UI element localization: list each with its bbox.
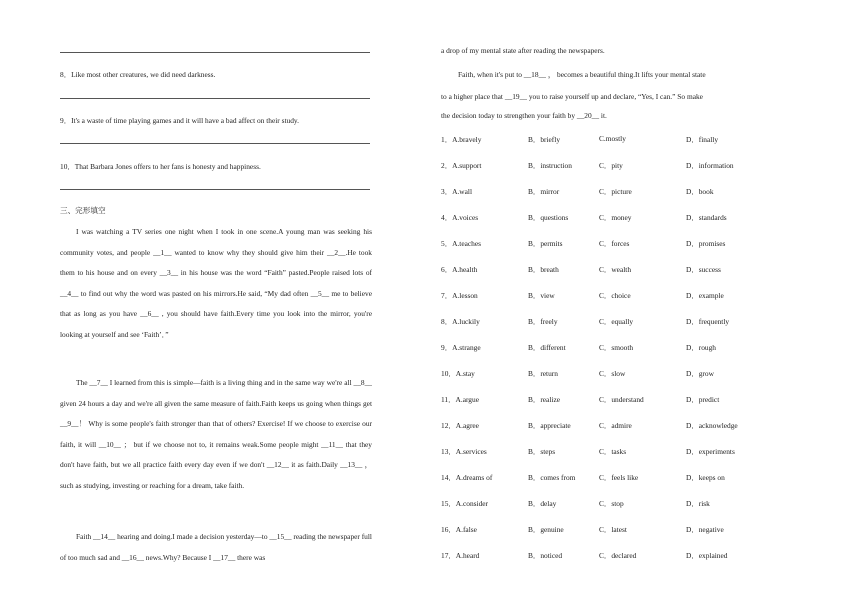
passage-line-3: to a higher place that __19__ you to raise yourself up and declare, “Yes, I can.” So make [441, 92, 703, 101]
option-3-A: 3．A.wall [441, 187, 472, 196]
option-17-D: D．explained [686, 551, 728, 560]
option-1-D: D．finally [686, 135, 719, 144]
answer-line-10 [60, 189, 370, 190]
option-14-B: B．comes from [528, 473, 576, 482]
cloze-paragraph-2: The __7__ I learned from this is simple—faith is a living thing and in the same way we're all __8__ given 24 hours a day and we're all given the same measure of faith.Faith keeps us going when things get __9__！ Why is some people's faith stronger than that of others? Exercise! If we choose to exercise our faith, it will __10__ ； but if we choose not to, it remains weak.Some people might __11__ that they don't have faith, but we all practice faith every day even if we don't __12__ it as faith.Daily __13__ ， such as studying, investing or reaching for a dream, take faith. [60, 378, 372, 490]
option-6-C: C．wealth [599, 265, 632, 274]
option-15-C: C．stop [599, 499, 624, 508]
option-7-D: D．example [686, 291, 724, 300]
option-8-B: B．freely [528, 317, 558, 326]
option-6-D: D．success [686, 265, 721, 274]
option-8-C: C．equally [599, 317, 634, 326]
option-3-B: B．mirror [528, 187, 560, 196]
option-3-D: D．book [686, 187, 714, 196]
option-8-A: 8．A.luckily [441, 317, 480, 326]
option-12-A: 12．A.agree [441, 421, 479, 430]
option-17-B: B．noticed [528, 551, 563, 560]
option-16-B: B．genuine [528, 525, 564, 534]
option-16-D: D．negative [686, 525, 724, 534]
option-5-C: C．forces [599, 239, 630, 248]
option-11-A: 11．A.argue [441, 395, 479, 404]
option-2-C: C．pity [599, 161, 623, 170]
option-4-A: 4．A.voices [441, 213, 479, 222]
sentence-9: 9．It's a waste of time playing games and it will have a bad affect on their study. [60, 116, 299, 125]
option-5-A: 5．A.teaches [441, 239, 482, 248]
option-12-D: D．acknowledge [686, 421, 738, 430]
option-11-D: D．predict [686, 395, 720, 404]
option-2-A: 2．A.support [441, 161, 482, 170]
option-6-B: B．breath [528, 265, 559, 274]
answer-line-7 [60, 52, 370, 53]
option-7-A: 7．A.lesson [441, 291, 478, 300]
option-12-C: C．admire [599, 421, 632, 430]
option-10-A: 10．A.stay [441, 369, 475, 378]
option-8-D: D．frequently [686, 317, 730, 326]
option-9-D: D．rough [686, 343, 716, 352]
option-2-B: B．instruction [528, 161, 572, 170]
option-10-B: B．return [528, 369, 558, 378]
sentence-10: 10．That Barbara Jones offers to her fans is honesty and happiness. [60, 162, 261, 171]
option-5-D: D．promises [686, 239, 726, 248]
option-17-A: 17．A.heard [441, 551, 480, 560]
option-10-C: C．slow [599, 369, 626, 378]
option-6-A: 6．A.health [441, 265, 478, 274]
cloze-paragraph-3: Faith __14__ hearing and doing.I made a decision yesterday—to __15__ reading the newspaper full of too much sad and __16__ news.Why? Because I __17__ there was [60, 532, 372, 562]
option-1-B: B．briefly [528, 135, 561, 144]
passage-line-4: the decision today to strengthen your faith by __20__ it. [441, 111, 607, 120]
answer-line-9 [60, 143, 370, 144]
option-16-A: 16．A.false [441, 525, 477, 534]
option-14-D: D．keeps on [686, 473, 725, 482]
option-16-C: C．latest [599, 525, 627, 534]
option-2-D: D．information [686, 161, 734, 170]
option-13-C: C．tasks [599, 447, 627, 456]
option-10-D: D．grow [686, 369, 714, 378]
option-1-C: C.mostly [599, 134, 626, 143]
sentence-8: 8．Like most other creatures, we did need darkness. [60, 70, 216, 79]
option-14-A: 14．A.dreams of [441, 473, 493, 482]
option-7-B: B．view [528, 291, 555, 300]
option-13-B: B．steps [528, 447, 556, 456]
option-13-D: D．experiments [686, 447, 735, 456]
option-12-B: B．appreciate [528, 421, 571, 430]
passage-line-1: a drop of my mental state after reading the newspapers. [441, 46, 605, 55]
option-9-A: 9．A.strange [441, 343, 481, 352]
option-1-A: 1．A.bravely [441, 135, 482, 144]
option-15-A: 15．A.consider [441, 499, 489, 508]
option-3-C: C．picture [599, 187, 632, 196]
option-11-B: B．realize [528, 395, 561, 404]
option-4-D: D．standards [686, 213, 727, 222]
option-17-C: C．declared [599, 551, 637, 560]
answer-line-8 [60, 98, 370, 99]
cloze-paragraph-1: I was watching a TV series one night when I took in one scene.A young man was seeking his community votes, and people __1__ wanted to know why they should give him their __2__.He took them to his house and on every __3__ in his house was the word “Faith” pasted.People raised lots of __4__ to find out why the word was pasted on his mirrors.He said, “My dad often __5__ me to believe that as long as you have __6__ , you should have faith.Every time you look into the mirror, you're looking at yourself and see ‘Faith’．” [60, 227, 372, 339]
option-15-D: D．risk [686, 499, 710, 508]
section-title: 三、完形填空 [60, 206, 106, 215]
option-13-A: 13．A.services [441, 447, 487, 456]
option-9-B: B．different [528, 343, 566, 352]
option-15-B: B．delay [528, 499, 557, 508]
option-9-C: C．smooth [599, 343, 634, 352]
option-5-B: B．permits [528, 239, 563, 248]
passage-line-2: Faith, when it's put to __18__ ， becomes a beautiful thing.It lifts your mental state [458, 70, 706, 79]
option-7-C: C．choice [599, 291, 631, 300]
option-4-C: C．money [599, 213, 632, 222]
option-14-C: C．feels like [599, 473, 639, 482]
option-4-B: B．questions [528, 213, 569, 222]
option-11-C: C．understand [599, 395, 644, 404]
